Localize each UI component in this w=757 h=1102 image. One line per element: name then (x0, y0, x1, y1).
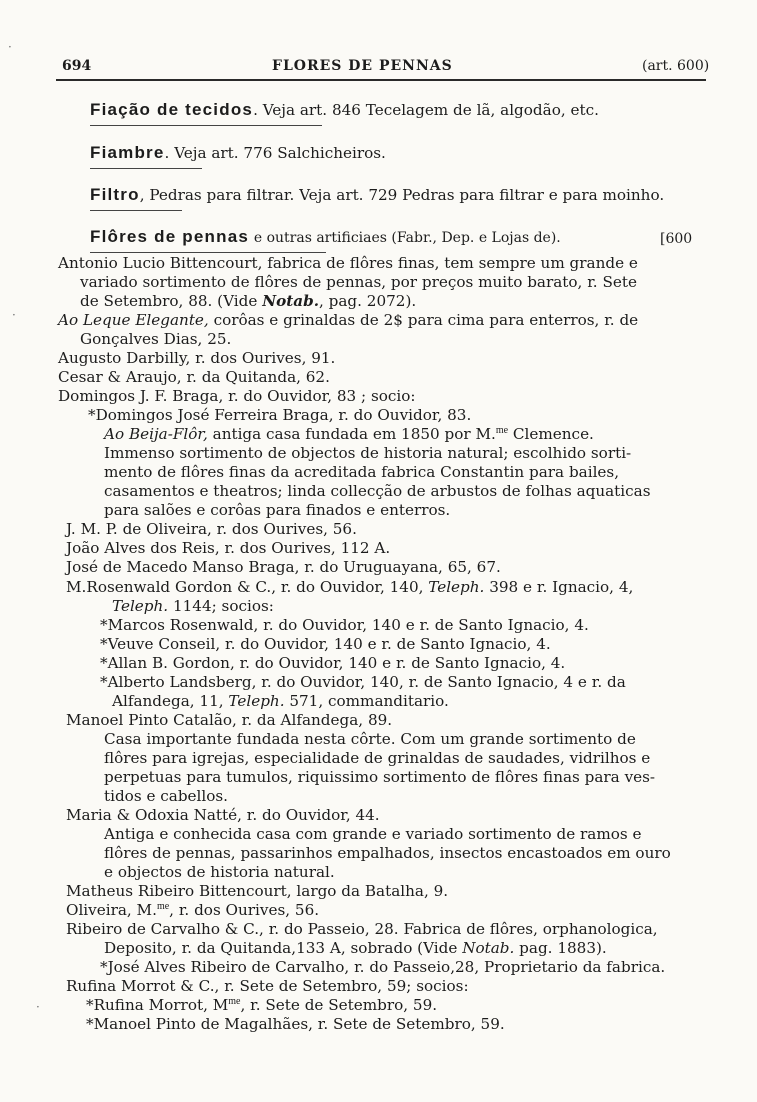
entry-line: *Alberto Landsberg, r. do Ouvidor, 140, r. de Santo Ignacio, 4 e r. da (100, 673, 626, 691)
entry-line: de Setembro, 88. (Vide Notab., pag. 2072). (80, 292, 417, 310)
header-rule (56, 79, 706, 81)
entry-line: para salões e corôas para finados e enterros. (104, 501, 451, 519)
entry-line: Immenso sortimento de objectos de historia natural; escolhido sorti- (104, 444, 632, 462)
category-number: [600 (660, 231, 693, 247)
category-underline (90, 210, 182, 211)
entry-line: Oliveira, M.$^{me}$, r. dos Ourives, 56. (66, 901, 320, 919)
category-text: e outras artificiaes (Fabr., Dep. e Lojas de). (253, 230, 561, 246)
entry-line: *Domingos José Ferreira Braga, r. do Ouvidor, 83. (88, 406, 472, 424)
category-text: , Pedras para filtrar. Veja art. 729 Pedras para filtrar e para moinho. (139, 186, 665, 204)
entry-line: João Alves dos Reis, r. dos Ourives, 112 A. (66, 539, 391, 557)
entry-line: flôres de pennas, passarinhos empalhados, insectos encastoados em ouro (104, 844, 671, 862)
category-title: Flôres de pennas (90, 227, 250, 246)
entry-line: Rufina Morrot & C., r. Sete de Setembro, 59; socios: (66, 977, 469, 995)
category-flores-de-pennas (90, 227, 561, 248)
entry-line: tidos e cabellos. (104, 787, 229, 805)
entry-line: Deposito, r. da Quitanda,133 A, sobrado (Vide Notab. pag. 1883). (104, 939, 607, 957)
entry-line: Ao Beija-Flôr, antiga casa fundada em 1850 por M.$^{me}$ Clemence. (104, 425, 594, 443)
category-title: Fiação de tecidos (90, 100, 254, 119)
entry-line: M.Rosenwald Gordon & C., r. do Ouvidor, 140, Teleph. 398 e r. Ignacio, 4, (66, 578, 634, 596)
category-title: Fiambre (90, 143, 165, 162)
entry-line: Ribeiro de Carvalho & C., r. do Passeio, 28. Fabrica de flôres, orphanologica, (66, 920, 658, 938)
page-title: FLORES DE PENNAS (272, 58, 453, 74)
entry-line: *Allan B. Gordon, r. do Ouvidor, 140 e r. de Santo Ignacio, 4. (100, 654, 566, 672)
entry-line: Casa importante fundada nesta côrte. Com um grande sortimento de (104, 730, 636, 748)
article-number: (art. 600) (642, 58, 710, 74)
entry-line: *Rufina Morrot, $M^{me}$, r. Sete de Setembro, 59. (86, 996, 438, 1014)
category-title: Filtro (90, 185, 140, 204)
entry-line: Manoel Pinto Catalão, r. da Alfandega, 89. (66, 711, 393, 729)
entry-line: Antonio Lucio Bittencourt, fabrica de flôres finas, tem sempre um grande e (58, 254, 638, 272)
entry-line: Domingos J. F. Braga, r. do Ouvidor, 83 ; socio: (58, 387, 416, 405)
entry-line: Gonçalves Dias, 25. (80, 330, 232, 348)
category-filtro (90, 185, 664, 205)
entry-line: variado sortimento de flôres de pennas, por preços muito barato, r. Sete (80, 273, 637, 291)
category-text: . Veja art. 846 Tecelagem de lã, algodão, etc. (253, 101, 599, 119)
entry-line: *Manoel Pinto de Magalhães, r. Sete de Setembro, 59. (86, 1015, 505, 1033)
entry-line: *José Alves Ribeiro de Carvalho, r. do Passeio,28, Proprietario da fabrica. (100, 958, 666, 976)
category-fiacao (90, 100, 599, 120)
entry-line: Teleph. 1144; socios: (112, 597, 274, 615)
category-text: . Veja art. 776 Salchicheiros. (164, 144, 386, 162)
entry-line: flôres para igrejas, especialidade de grinaldas de saudades, vidrilhos e (104, 749, 651, 767)
entry-line: mento de flôres finas da acreditada fabrica Constantin para bailes, (104, 463, 620, 481)
entry-line: Alfandega, 11, Teleph. 571, commanditario. (112, 692, 449, 710)
margin-mark: · (12, 308, 16, 322)
entry-line: Ao Leque Elegante, corôas e grinaldas de 2$ para cima para enterros, r. de (58, 311, 639, 329)
entry-line: Antiga e conhecida casa com grande e variado sortimento de ramos e (104, 825, 642, 843)
entry-line: *Veuve Conseil, r. do Ouvidor, 140 e r. de Santo Ignacio, 4. (100, 635, 551, 653)
entry-line: e objectos de historia natural. (104, 863, 335, 881)
category-underline (90, 168, 202, 169)
entry-line: casamentos e theatros; linda collecção de arbustos de folhas aquaticas (104, 482, 651, 500)
page-number: 694 (62, 58, 92, 74)
entry-line: *Marcos Rosenwald, r. do Ouvidor, 140 e r. de Santo Ignacio, 4. (100, 616, 589, 634)
margin-mark: · (36, 1000, 40, 1014)
entry-line: Cesar & Araujo, r. da Quitanda, 62. (58, 368, 330, 386)
entry-line: José de Macedo Manso Braga, r. do Uruguayana, 65, 67. (66, 558, 501, 576)
entry-line: Matheus Ribeiro Bittencourt, largo da Batalha, 9. (66, 882, 449, 900)
category-fiambre (90, 143, 386, 163)
entry-line: Maria & Odoxia Natté, r. do Ouvidor, 44. (66, 806, 380, 824)
entry-line: J. M. P. de Oliveira, r. dos Ourives, 56. (66, 520, 357, 538)
entry-line: perpetuas para tumulos, riquissimo sortimento de flôres finas para ves- (104, 768, 656, 786)
entry-line: Augusto Darbilly, r. dos Ourives, 91. (58, 349, 336, 367)
category-underline (90, 125, 322, 126)
margin-mark: · (8, 40, 12, 54)
